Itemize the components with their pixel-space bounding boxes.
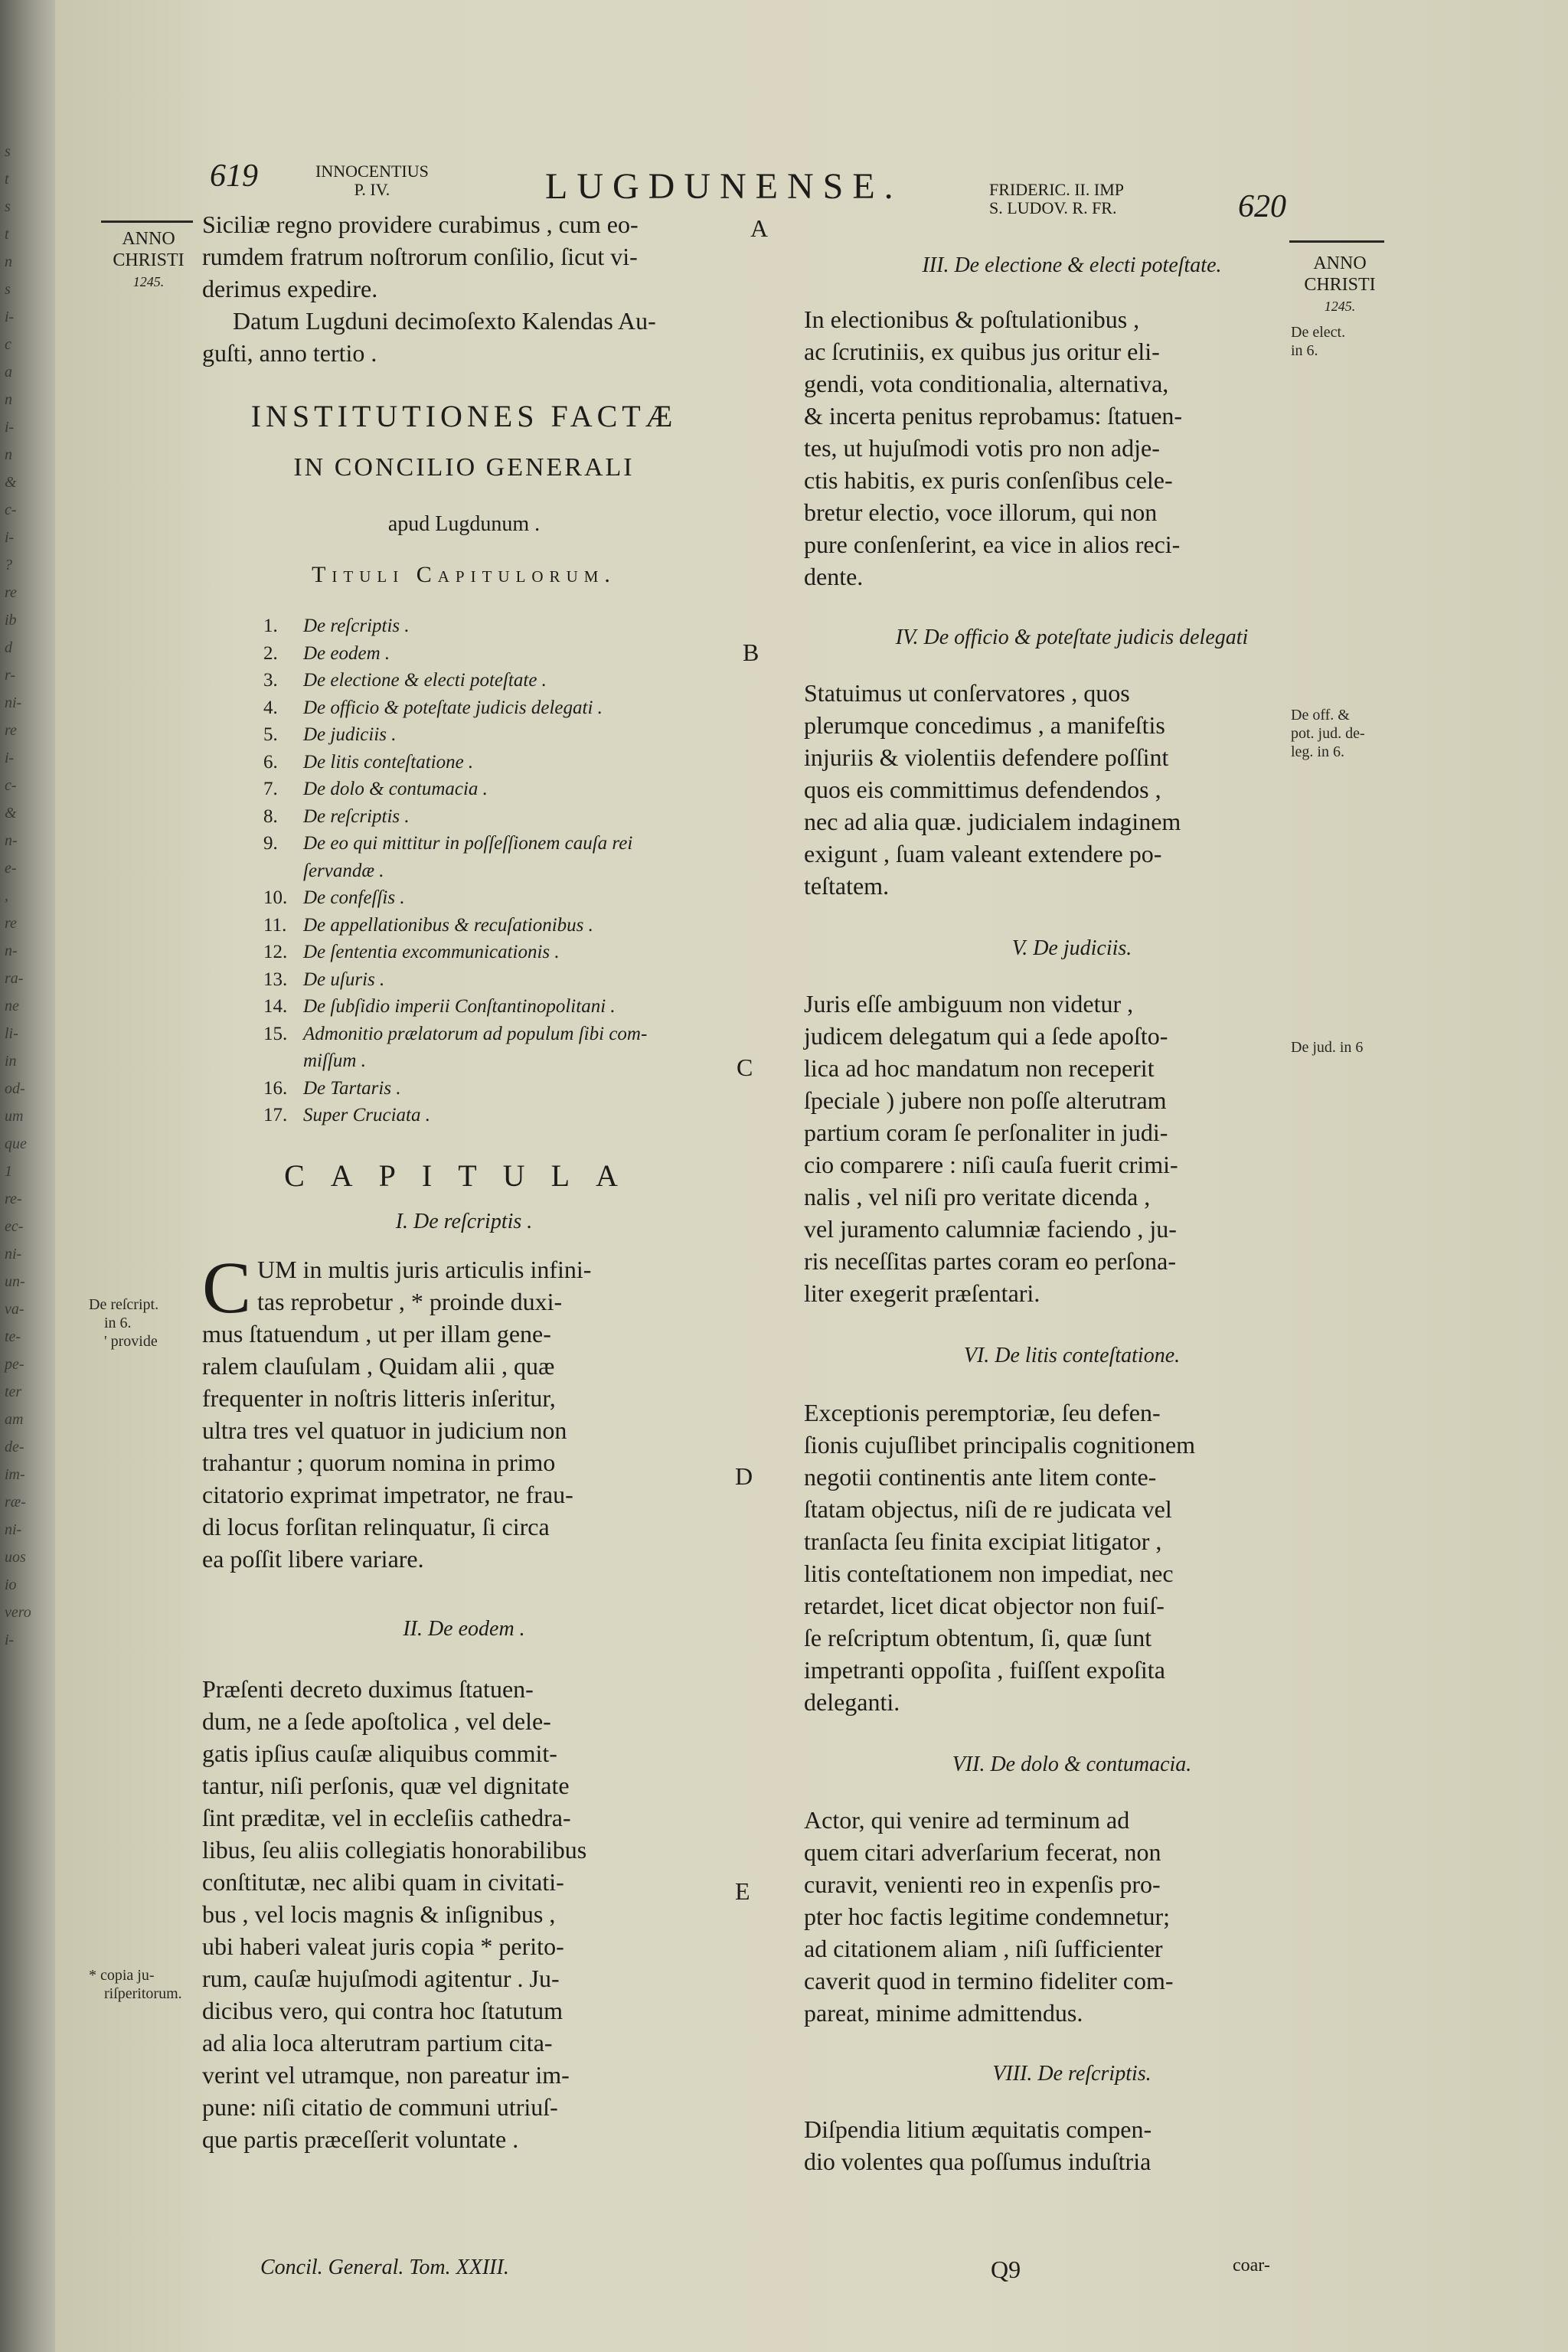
- section-letter-a: A: [750, 214, 769, 242]
- text-line: quos eis committimus defendendos ,: [804, 776, 1161, 803]
- anno-right-line3: 1245.: [1324, 299, 1356, 314]
- right-running-head: [989, 181, 1124, 217]
- text-line: rum, cauſæ hujuſmodi agitentur . Ju-: [202, 1964, 560, 1992]
- text-line: que partis præceſſerit voluntate .: [202, 2125, 519, 2153]
- toc-item: [263, 966, 726, 994]
- section-letter-b: B: [743, 639, 760, 666]
- toc-number: 3.: [263, 670, 278, 691]
- text-line: exigunt , ſuam valeant extendere po-: [804, 840, 1162, 867]
- right-running-head-line1: FRIDERIC. II. IMP: [989, 180, 1125, 199]
- gutter-fragment: ræ-: [5, 1494, 26, 1511]
- gutter-fragment: io: [5, 1576, 17, 1593]
- apud-line: apud Lugdunum .: [387, 512, 541, 536]
- gutter-fragment: n: [5, 391, 12, 408]
- capitula-heading: CAPITULA: [284, 1158, 644, 1193]
- gutter-fragment: n-: [5, 832, 18, 849]
- right-column: [804, 250, 1340, 2177]
- right-running-head-line2: S. LUDOV. R. FR.: [989, 198, 1117, 217]
- chapter-2-title: II. De eodem .: [403, 1616, 525, 1641]
- left-running-head-line2: P. IV.: [354, 180, 390, 199]
- toc-number: 16.: [263, 1077, 288, 1099]
- chapter-6-title: VI. De litis conteſtatione.: [963, 1344, 1181, 1367]
- text-line: tes, ut hujuſmodi votis pro non adje-: [804, 434, 1160, 462]
- toc-item: [263, 912, 726, 939]
- gutter-fragment: li-: [5, 1025, 18, 1042]
- toc-text: De reſcriptis .: [303, 616, 410, 636]
- toc-text: De litis conteſtatione .: [303, 751, 474, 773]
- toc-text: De judiciis .: [303, 724, 397, 745]
- text-line: bus , vel locis magnis & inſignibus ,: [202, 1900, 556, 1928]
- gutter-fragment: 1: [5, 1163, 12, 1180]
- gutter-fragment: um: [5, 1108, 24, 1125]
- toc-item: [263, 884, 726, 912]
- toc-number: 11.: [263, 914, 287, 936]
- chapter-4-text: [804, 677, 1340, 902]
- margin-note-line: ' provide: [104, 1333, 158, 1350]
- right-margin-note-1: [1291, 323, 1383, 360]
- gutter-fragment: s: [5, 198, 11, 215]
- gutter-fragment: re: [5, 584, 17, 601]
- gutter-fragment: i-: [5, 309, 15, 325]
- text-line: cio comparere : niſi cauſa fuerit crimi-: [804, 1151, 1178, 1178]
- toc-item: [263, 1075, 726, 1102]
- toc-text: miſſum .: [303, 1050, 366, 1071]
- gutter-fragment: re: [5, 915, 17, 932]
- toc-text: Admonitio prælatorum ad populum ſibi com-: [303, 1023, 648, 1044]
- text-line: nec ad alia quæ. judicialem indaginem: [804, 808, 1181, 835]
- gutter-fragments: [5, 138, 51, 1654]
- gutter-fragment: s: [5, 143, 11, 160]
- text-line: injuriis & violentiis defendere poſſint: [804, 743, 1169, 771]
- chapter-7-title: VII. De dolo & contumacia.: [952, 1753, 1192, 1776]
- text-line: pure conſenſerint, ea vice in alios reci-: [804, 531, 1181, 558]
- toc-text: De eodem .: [303, 642, 390, 664]
- toc-text: De officio & poteſtate judicis delegati .: [303, 697, 603, 718]
- chapter-6-text: [804, 1396, 1340, 1718]
- gutter-fragment: n: [5, 253, 12, 270]
- anno-left-line1: ANNO: [122, 229, 175, 249]
- gutter-fragment: ni-: [5, 1521, 22, 1538]
- margin-note-line: in 6.: [1291, 342, 1318, 359]
- text-line: ad alia loca alterutram partium cita-: [202, 2028, 553, 2056]
- text-line: curavit, venienti reo in expenſis pro-: [804, 1870, 1161, 1898]
- margin-note-line: De elect.: [1291, 324, 1346, 341]
- margin-note-line: in 6.: [104, 1315, 132, 1331]
- toc-text: De reſcriptis .: [303, 805, 410, 827]
- book-gutter: [0, 0, 55, 2352]
- toc-number: 7.: [263, 779, 278, 799]
- chapter-5-text: [804, 988, 1340, 1309]
- text-line: ctis habitis, ex puris conſenſibus cele-: [804, 466, 1173, 494]
- chapter-3-text: [804, 303, 1340, 593]
- gutter-fragment: uos: [5, 1549, 26, 1566]
- toc-number: 8.: [263, 805, 278, 827]
- toc-item: [263, 1102, 726, 1129]
- text-line: caverit quod in termino fideliter com-: [804, 1967, 1174, 1994]
- text-line: verint vel utramque, non pareatur im-: [202, 2060, 570, 2089]
- text-line: UM in multis juris articulis infini-: [257, 1255, 592, 1283]
- toc-text: De Tartaris .: [303, 1077, 401, 1099]
- text-line: partium coram ſe perſonaliter in judi-: [804, 1119, 1168, 1146]
- gutter-fragment: od-: [5, 1080, 25, 1097]
- left-page-number: 619: [210, 158, 258, 194]
- gutter-fragment: a: [5, 364, 12, 381]
- anno-left-line2: CHRISTI: [113, 250, 185, 270]
- table-of-contents: [202, 612, 726, 1129]
- toc-number: 17.: [263, 1105, 288, 1125]
- gutter-fragment: re: [5, 722, 17, 739]
- anno-right-line2: CHRISTI: [1304, 275, 1376, 295]
- text-line: rumdem fratrum noſtrorum conſilio, ſicut vi-: [202, 243, 638, 270]
- chapter-2-text: [202, 1673, 726, 2155]
- toc-number: 2.: [263, 642, 278, 664]
- chapter-3-title: III. De electione & electi poteſtate.: [922, 253, 1222, 277]
- section-letter-e: E: [735, 1877, 750, 1905]
- section-letter-c: C: [737, 1054, 753, 1081]
- text-line: derimus expedire.: [202, 275, 378, 302]
- gutter-fragment: ?: [5, 557, 12, 573]
- gutter-fragment: in: [5, 1053, 17, 1070]
- opening-paragraph: [202, 208, 726, 305]
- text-line: di locus forſitan relinquatur, ſi circa: [202, 1512, 550, 1540]
- text-line: liter exegerit præſentari.: [804, 1279, 1040, 1307]
- left-column: [202, 208, 726, 2155]
- left-margin-note-2: [89, 1966, 204, 2003]
- text-line: conſtitutæ, nec alibi quam in civitati-: [202, 1867, 564, 1896]
- toc-item: [263, 830, 726, 858]
- chapter-1-text: [202, 1246, 726, 1575]
- gutter-fragment: r-: [5, 667, 16, 684]
- gutter-fragment: &: [5, 805, 17, 822]
- gutter-fragment: i-: [5, 750, 15, 766]
- gutter-fragment: c: [5, 336, 11, 353]
- gutter-fragment: va-: [5, 1301, 24, 1318]
- gutter-fragment: vero: [5, 1604, 31, 1621]
- chapter-7-text: [804, 1804, 1340, 2029]
- text-line: quem citari adverſarium fecerat, non: [804, 1838, 1161, 1866]
- footer-volume: Concil. General. Tom. XXIII.: [260, 2256, 509, 2279]
- toc-number: [263, 858, 303, 885]
- text-line: gatis ipſius cauſæ aliquibus commit-: [202, 1739, 557, 1767]
- gutter-fragment: ra-: [5, 970, 24, 987]
- page-title: LUGDUNENSE.: [545, 166, 903, 207]
- text-line: bretur electio, voce illorum, qui non: [804, 498, 1158, 526]
- anno-left-line3: 1245.: [132, 274, 165, 289]
- chapter-4-title: IV. De officio & poteſtate judicis delegati: [895, 626, 1249, 649]
- gutter-fragment: c-: [5, 501, 17, 518]
- toc-item: [263, 721, 726, 749]
- gutter-fragment: t: [5, 171, 9, 188]
- toc-item: [263, 667, 726, 694]
- gutter-fragment: i-: [5, 419, 15, 436]
- text-line: In electionibus & poſtulationibus ,: [804, 305, 1140, 333]
- toc-item: [263, 612, 726, 640]
- text-line: ac ſcrutiniis, ex quibus jus oritur eli-: [804, 338, 1160, 365]
- text-line: pune: niſi citatio de communi utriuſ-: [202, 2092, 558, 2121]
- toc-text: De ſubſidio imperii Conſtantinopolitani .: [303, 996, 616, 1017]
- chapter-8-text: [804, 2113, 1340, 2177]
- left-running-head-line1: INNOCENTIUS: [315, 162, 429, 181]
- text-line: tas reprobetur , * proinde duxi-: [257, 1287, 563, 1315]
- toc-number: [263, 1047, 303, 1075]
- text-line: dum, ne a ſede apoſtolica , vel dele-: [202, 1707, 551, 1735]
- toc-text: Super Cruciata .: [303, 1105, 430, 1125]
- anno-left: [103, 228, 194, 292]
- text-line: citatorio exprimat impetrator, ne frau-: [202, 1480, 573, 1508]
- margin-note-line: De reſcript.: [89, 1296, 159, 1313]
- toc-text: De dolo & contumacia .: [303, 779, 488, 799]
- institutiones-subtitle: IN CONCILIO GENERALI: [293, 453, 635, 482]
- text-line: mus ſtatuendum , ut per illam gene-: [202, 1319, 551, 1348]
- text-line: ad citationem aliam , niſi ſufficienter: [804, 1935, 1163, 1962]
- chapter-8-title: VIII. De reſcriptis.: [992, 2062, 1152, 2086]
- gutter-fragment: ni-: [5, 1246, 22, 1263]
- toc-number: 6.: [263, 751, 278, 773]
- text-line: dio volentes qua poſſumus induſtria: [804, 2148, 1152, 2175]
- toc-number: 5.: [263, 724, 278, 745]
- datum-paragraph: [202, 305, 726, 369]
- text-line: teſtatem.: [804, 872, 890, 900]
- toc-item: [263, 858, 726, 885]
- toc-number: 10.: [263, 887, 288, 908]
- text-line: trahantur ; quorum nomina in primo: [202, 1448, 556, 1476]
- text-line: ralem clauſulam , Quidam alii , quæ: [202, 1351, 555, 1380]
- gutter-fragment: ne: [5, 998, 19, 1014]
- right-page-number: 620: [1238, 189, 1286, 224]
- gutter-fragment: am: [5, 1411, 24, 1428]
- text-line: plerumque concedimus , a manifeſtis: [804, 711, 1165, 739]
- text-line: Actor, qui venire ad terminum ad: [804, 1806, 1130, 1834]
- toc-item: [263, 1047, 726, 1075]
- toc-text: De appellationibus & recuſationibus .: [303, 914, 593, 936]
- gutter-fragment: i-: [5, 529, 15, 546]
- tituli-heading: Tituli Capitulorum.: [312, 562, 616, 587]
- toc-number: 15.: [263, 1023, 288, 1044]
- text-line: Præſenti decreto duximus ſtatuen-: [202, 1674, 534, 1703]
- text-line: Siciliæ regno providere curabimus , cum eo-: [202, 211, 639, 238]
- left-running-head: [315, 162, 429, 199]
- text-line: judicem delegatum qui a ſede apoſto-: [804, 1022, 1168, 1050]
- gutter-fragment: ter: [5, 1383, 22, 1400]
- toc-item: [263, 694, 726, 722]
- text-line: Diſpendia litium æquitatis compen-: [804, 2115, 1152, 2143]
- margin-note-line: pot. jud. de-: [1291, 725, 1365, 742]
- text-line: ea poſſit libere variare.: [202, 1544, 424, 1573]
- text-line: & incerta penitus reprobamus: ſtatuen-: [804, 402, 1183, 430]
- gutter-fragment: que: [5, 1135, 27, 1152]
- toc-item: [263, 1021, 726, 1048]
- text-line: ſpeciale ) jubere non poſſe alterutram: [804, 1086, 1167, 1114]
- gutter-fragment: n: [5, 446, 12, 463]
- anno-right-line1: ANNO: [1313, 253, 1367, 273]
- margin-note-line: De off. &: [1291, 707, 1350, 724]
- toc-text: De uſuris .: [303, 969, 385, 990]
- gutter-fragment: ec-: [5, 1218, 24, 1235]
- toc-item: [263, 640, 726, 668]
- gutter-fragment: te-: [5, 1328, 21, 1345]
- text-line: ubi haberi valeat juris copia * perito-: [202, 1932, 564, 1960]
- text-line: nalis , vel niſi pro veritate dicenda ,: [804, 1183, 1151, 1210]
- toc-number: 9.: [263, 833, 278, 854]
- gutter-fragment: c-: [5, 777, 17, 794]
- text-line: guſti, anno tertio .: [202, 339, 377, 367]
- toc-item: [263, 993, 726, 1021]
- text-line: ris neceſſitas partes coram eo perſona-: [804, 1247, 1176, 1275]
- gutter-fragment: un-: [5, 1273, 25, 1290]
- text-line: dicibus vero, qui contra hoc ſtatutum: [202, 1996, 563, 2024]
- text-line: Exceptionis peremptoriæ, ſeu defen-: [804, 1399, 1161, 1426]
- gutter-fragment: i-: [5, 1632, 15, 1648]
- toc-number: 13.: [263, 969, 288, 990]
- text-line: ſtatam objectus, niſi de re judicata vel: [804, 1495, 1172, 1523]
- gutter-fragment: &: [5, 474, 17, 491]
- toc-item: [263, 803, 726, 831]
- margin-note-line: riſperitorum.: [104, 1985, 182, 2002]
- toc-text: De electione & electi poteſtate .: [303, 670, 547, 691]
- toc-number: 1.: [263, 616, 278, 636]
- text-line: ultra tres vel quatuor in judicium non: [202, 1416, 567, 1444]
- book-page: [55, 0, 1568, 2352]
- gutter-fragment: t: [5, 226, 9, 243]
- gutter-fragment: e-: [5, 860, 17, 877]
- text-line: frequenter in noſtris litteris inſeritur,: [202, 1383, 556, 1412]
- text-line: pter hoc factis legitime condemnetur;: [804, 1903, 1171, 1930]
- gutter-fragment: ,: [5, 887, 8, 904]
- anno-right-rule: [1289, 240, 1384, 243]
- drop-cap: C: [202, 1246, 252, 1328]
- toc-item: [263, 776, 726, 803]
- text-line: deleganti.: [804, 1688, 900, 1716]
- text-line: vel juramento calumniæ faciendo , ju-: [804, 1215, 1177, 1243]
- text-line: tranſacta ſeu finita excipiat litigator ,: [804, 1527, 1162, 1555]
- toc-item: [263, 939, 726, 966]
- right-margin-note-3: De jud. in 6: [1291, 1039, 1364, 1056]
- gutter-fragment: ni-: [5, 694, 22, 711]
- text-line: ſionis cujuſlibet principalis cognitionem: [804, 1431, 1196, 1459]
- footer-signature: Q9: [991, 2256, 1021, 2283]
- text-line: negotii continentis ante litem conte-: [804, 1463, 1157, 1491]
- gutter-fragment: im-: [5, 1466, 25, 1483]
- toc-text: De eo qui mittitur in poſſeſſionem cauſa rei: [303, 833, 633, 854]
- institutiones-title: INSTITUTIONES FACTÆ: [250, 399, 678, 433]
- text-line: tantur, niſi perſonis, quæ vel dignitate: [202, 1771, 570, 1799]
- toc-number: 14.: [263, 996, 288, 1017]
- text-line: lica ad hoc mandatum non receperit: [804, 1054, 1155, 1082]
- text-line: litis conteſtationem non impediat, nec: [804, 1560, 1174, 1587]
- gutter-fragment: d: [5, 639, 12, 656]
- gutter-fragment: pe-: [5, 1356, 24, 1373]
- text-line: Datum Lugduni decimoſexto Kalendas Au-: [233, 307, 656, 335]
- gutter-fragment: de-: [5, 1439, 24, 1455]
- toc-item: [263, 749, 726, 776]
- toc-number: 4.: [263, 697, 278, 718]
- text-line: dente.: [804, 563, 864, 590]
- text-line: pareat, minime admittendus.: [804, 1999, 1083, 2027]
- toc-text: De confeſſis .: [303, 887, 405, 908]
- text-line: retardet, licet dicat objector non fuiſ-: [804, 1592, 1165, 1619]
- text-line: impetranti oppoſita , fuiſſent expoſita: [804, 1656, 1165, 1684]
- text-line: gendi, vota conditionalia, alternativa,: [804, 370, 1169, 397]
- gutter-fragment: s: [5, 281, 11, 298]
- toc-text: ſervandæ .: [303, 860, 384, 881]
- chapter-1-title: I. De reſcriptis .: [395, 1209, 533, 1233]
- margin-note-line: * copia ju-: [89, 1967, 155, 1984]
- gutter-fragment: re-: [5, 1191, 22, 1207]
- margin-note-line: leg. in 6.: [1291, 743, 1344, 760]
- toc-number: 12.: [263, 942, 288, 962]
- anno-left-rule: [101, 220, 193, 223]
- chapter-1-lines: [202, 1246, 726, 1575]
- text-line: ſe reſcriptum obtentum, ſi, quæ ſunt: [804, 1624, 1152, 1651]
- gutter-fragment: n-: [5, 942, 18, 959]
- footer-catchword: coar-: [1233, 2256, 1270, 2275]
- text-line: libus, ſeu aliis collegiatis honorabilibus: [202, 1835, 587, 1864]
- chapter-5-title: V. De judiciis.: [1011, 936, 1132, 960]
- text-line: Statuimus ut conſervatores , quos: [804, 679, 1130, 707]
- text-line: Juris eſſe ambiguum non videtur ,: [804, 990, 1134, 1018]
- text-line: ſint præditæ, vel in eccleſiis cathedra-: [202, 1803, 571, 1831]
- gutter-fragment: ib: [5, 612, 17, 629]
- toc-text: De ſententia excommunicationis .: [303, 942, 560, 962]
- right-margin-note-2: [1291, 706, 1390, 761]
- section-letter-d: D: [735, 1462, 753, 1490]
- left-margin-note-1: [89, 1295, 204, 1351]
